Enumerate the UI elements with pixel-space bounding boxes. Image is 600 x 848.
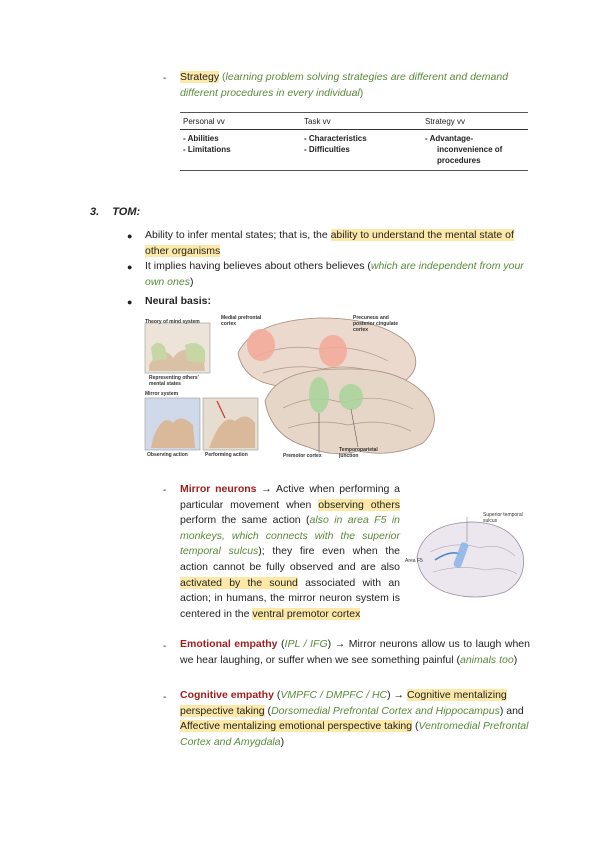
- label-representing: Representing others' mental states: [149, 375, 199, 387]
- vv-table: [180, 112, 528, 171]
- cell-item: procedures: [437, 156, 481, 165]
- strategy-open: (: [222, 71, 226, 83]
- mirror-text-2: perform the same action (: [180, 514, 310, 527]
- mirror-highlight-sound: activated by the sound: [180, 576, 298, 589]
- bullet-dot-icon: ●: [127, 297, 133, 307]
- emotional-note-2: animals too: [459, 653, 514, 666]
- label-performing: Performing action: [205, 452, 248, 458]
- cell-item: - Limitations: [183, 145, 231, 154]
- mirror-highlight-observing: observing others: [318, 498, 400, 511]
- cell-item: - Advantage-: [425, 134, 474, 143]
- cognitive-open: (: [273, 689, 281, 701]
- dash-marker: -: [163, 692, 167, 703]
- table-cell: [301, 130, 422, 171]
- section-number: 3.: [90, 206, 100, 218]
- label-precuneus: Precuneus and posterior cingulate cortex: [353, 315, 399, 333]
- bullet-2-note: which are independent from your own ones: [145, 260, 524, 288]
- cell-item: inconvenience of: [437, 145, 503, 154]
- cognitive-open-3: (: [412, 720, 419, 732]
- mirror-text-4: associated with an action; in humans, the mirror neuron system is centered in the: [180, 576, 400, 620]
- strategy-note: learning problem solving strategies are different and demand different procedures in every individual: [180, 71, 509, 99]
- table-cell: [180, 130, 301, 171]
- dash-marker: -: [163, 641, 167, 652]
- strategy-close: ): [359, 86, 364, 99]
- mirror-note: also in area F5 in monkeys, which connects with the superior temporal sulcus: [180, 514, 400, 558]
- table-header: Personal vv: [180, 113, 301, 130]
- mirror-neurons-label: Mirror neurons: [180, 483, 257, 495]
- mirror-highlight-premotor: ventral premotor cortex: [252, 607, 361, 620]
- label-theory-of-mind: Theory of mind system: [145, 319, 200, 325]
- bullet-1-highlight: ability to understand the mental state of other organisms: [145, 229, 514, 257]
- cognitive-close: ): [280, 735, 285, 748]
- small-brain-illustration: [405, 512, 530, 602]
- mirror-neurons-paragraph: [180, 482, 400, 622]
- bullet-3: Neural basis:: [145, 295, 211, 307]
- section-heading: [90, 206, 140, 218]
- cognitive-empathy-paragraph: [180, 688, 530, 750]
- table-header: Strategy vv: [422, 113, 528, 130]
- emotional-close: ): [513, 653, 518, 666]
- bullet-2: [145, 259, 530, 290]
- cognitive-highlight-2: Affective mentalizing emotional perspective taking: [180, 720, 413, 732]
- cognitive-empathy-label: Cognitive empathy: [180, 689, 274, 701]
- strategy-paragraph: [180, 70, 530, 101]
- bullet-2-close: ): [189, 275, 194, 288]
- table-header-row: [180, 113, 528, 130]
- table-row: [180, 130, 528, 171]
- dash-marker: -: [163, 73, 167, 84]
- label-superior-temporal: Superior temporal sulcus: [483, 512, 523, 524]
- label-area-f5: Area F5: [405, 558, 423, 564]
- table-header: Task vv: [301, 113, 422, 130]
- cognitive-note-3: Ventromedial Prefrontal Cortex and Amygdala: [180, 720, 529, 748]
- bullet-dot-icon: ●: [127, 262, 133, 272]
- cognitive-highlight-1: Cognitive mentalizing perspective taking: [180, 689, 507, 717]
- label-premotor: Premotor cortex: [283, 453, 322, 459]
- cognitive-mid: ) and: [499, 704, 524, 717]
- label-medial-prefrontal: Medial prefrontal cortex: [221, 315, 262, 327]
- small-brain-figure: [405, 512, 530, 602]
- section-title: TOM:: [112, 206, 141, 218]
- cognitive-note: VMPFC / DMPFC / HC: [280, 689, 388, 701]
- emotional-empathy-label: Emotional empathy: [180, 638, 278, 650]
- cognitive-note-2: Dorsomedial Prefrontal Cortex and Hippocampus: [271, 704, 500, 717]
- label-temporoparietal: Temporoparietal junction: [339, 447, 378, 459]
- emotional-empathy-paragraph: [180, 637, 530, 668]
- emotional-rest: ) → Mirror neurons allow us to laugh when we hear laughing, or suffer when we see something painful (: [180, 638, 530, 666]
- cognitive-arrow: ) →: [387, 689, 407, 701]
- bullet-2-text: It implies having believes about others believes (: [145, 260, 371, 272]
- label-mirror-system: Mirror system: [145, 391, 179, 397]
- cell-item: - Abilities: [183, 134, 219, 143]
- brain-figure: [143, 313, 463, 463]
- cell-item: - Difficulties: [304, 145, 350, 154]
- label-observing: Observing action: [147, 452, 188, 458]
- mirror-text-3: ); they fire even when the action cannot be fully observed and are also: [180, 545, 400, 573]
- bullet-1: [145, 228, 530, 259]
- bullet-dot-icon: ●: [127, 231, 133, 241]
- mirror-text-1: → Active when performing a particular movement when: [180, 483, 400, 511]
- table-cell: [422, 130, 528, 171]
- cognitive-open-2: (: [264, 704, 272, 717]
- bullet-1-text: Ability to infer mental states; that is, the: [145, 229, 331, 241]
- emotional-open: (: [277, 638, 285, 650]
- cell-item: - Characteristics: [304, 134, 367, 143]
- dash-marker: -: [163, 485, 167, 496]
- brain-illustration: [143, 313, 463, 463]
- strategy-label: Strategy: [180, 71, 220, 83]
- emotional-note: IPL / IFG: [284, 638, 328, 650]
